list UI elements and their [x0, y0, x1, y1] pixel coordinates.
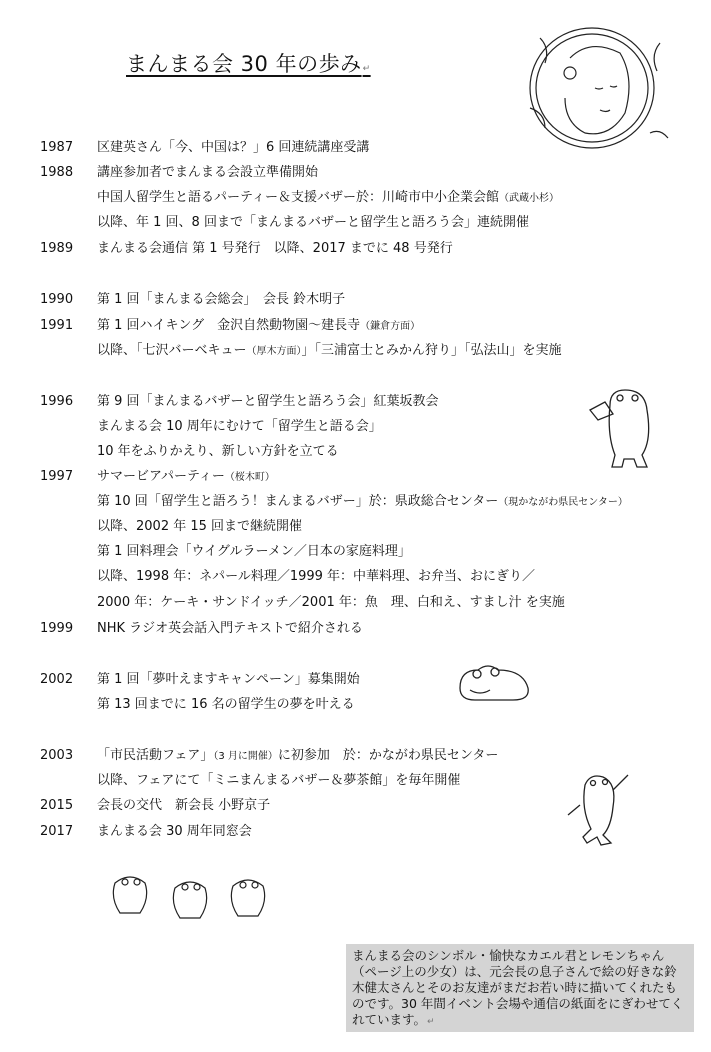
entry-note: （現かながわ県民センター）: [498, 497, 628, 508]
timeline-year: 1997: [40, 469, 74, 484]
timeline-entry: [97, 621, 363, 637]
timeline-entry: [97, 519, 302, 535]
symbol-note-box: まんまる会のシンボル・愉快なカエル君とレモンちゃん（ページ上の少女）は、元会長の息子さんで絵の好きな鈴木健太さんとそのお友達がまだお若い時に描いてくれたものです。30 年間イベント会場や通信の紙面をにぎわせてくれています。↵: [346, 944, 694, 1032]
timeline-year: 2002: [40, 672, 74, 687]
lemon-girl-illustration: [510, 18, 680, 158]
entry-text: 会長の交代 新会長 小野京子: [97, 798, 271, 813]
entry-note: （厚木方面）: [246, 346, 302, 357]
three-frogs-illustration: [105, 868, 275, 923]
entry-text: サマービアパーティー: [97, 469, 225, 484]
entry-note: （武蔵小杉）: [498, 193, 559, 204]
timeline-entry: [97, 544, 411, 560]
frog-lying-illustration: [455, 660, 535, 705]
timeline-entry: [97, 140, 369, 156]
entry-note: （桜木町）: [224, 472, 275, 483]
entry-text-cont: に初参加 於：かながわ県民センター: [277, 748, 499, 763]
timeline-entry: [97, 318, 420, 335]
entry-text: 以降、フェアにて「ミニまんまるバザー＆夢茶館」を毎年開催: [97, 773, 461, 788]
timeline-entry: [97, 569, 535, 585]
entry-text: 区建英さん「今、中国は？」6 回連続講座受講: [97, 140, 370, 155]
timeline-entry: [97, 292, 345, 308]
entry-text-cont: 」「三浦富士とみかん狩り」「弘法山」を実施: [301, 343, 562, 358]
timeline-entry: [97, 419, 382, 435]
entry-text: 第 9 回「まんまるバザーと留学生と語ろう会」紅葉坂教会: [97, 394, 439, 409]
timeline-year: 1988: [40, 165, 74, 180]
timeline-year: 2015: [40, 798, 74, 813]
entry-text: 以降、年 1 回、8 回まで「まんまるバザーと留学生と語ろう会」連続開催: [97, 215, 529, 230]
timeline-entry: [97, 165, 318, 181]
entry-text: まんまる会 10 周年にむけて「留学生と語る会」: [97, 419, 382, 434]
timeline-entry: [97, 595, 565, 611]
timeline-entry: [97, 697, 355, 713]
timeline-entry: [97, 672, 360, 688]
timeline-entry: [97, 494, 628, 511]
timeline-year: 1999: [40, 621, 74, 636]
entry-text: 10 年をふりかえり、新しい方針を立てる: [97, 444, 339, 459]
frog-reading-illustration: [585, 380, 665, 470]
entry-text: まんまる会 30 周年同窓会: [97, 824, 252, 839]
timeline-entry: [97, 215, 529, 231]
entry-text: NHK ラジオ英会話入門テキストで紹介される: [97, 621, 363, 636]
timeline-entry: [97, 469, 275, 486]
timeline-entry: [97, 394, 439, 410]
timeline-year: 1989: [40, 241, 74, 256]
entry-text: 第 1 回「夢叶えますキャンペーン」募集開始: [97, 672, 360, 687]
page-title: まんまる会 30 年の歩み↵: [126, 52, 371, 76]
entry-note: （鎌倉方面）: [360, 321, 421, 332]
timeline-year: 1987: [40, 140, 74, 155]
timeline-year: 2003: [40, 748, 74, 763]
entry-text: 第 1 回料理会「ウイグルラーメン／日本の家庭料理」: [97, 544, 411, 559]
entry-text: 2000 年：ケーキ・サンドイッチ／2001 年：魚 理、白和え、すまし汁 を実施: [97, 595, 565, 610]
timeline-year: 1996: [40, 394, 74, 409]
entry-text: 「市民活動フェア」: [97, 748, 214, 763]
timeline-year: 1991: [40, 318, 74, 333]
entry-note: （3 月に開催）: [213, 751, 278, 762]
timeline-entry: [97, 343, 562, 360]
timeline-year: 1990: [40, 292, 74, 307]
entry-text: 第 1 回「まんまる会総会」 会長 鈴木明子: [97, 292, 346, 307]
entry-text: 以降、1998 年：ネパール料理／1999 年：中華料理、お弁当、おにぎり／: [97, 569, 536, 584]
entry-text: 以降、2002 年 15 回まで継続開催: [97, 519, 303, 534]
timeline-entry: [97, 444, 339, 460]
frog-dancing-illustration: [565, 765, 635, 855]
timeline-entry: [97, 241, 453, 257]
timeline-year: 2017: [40, 824, 74, 839]
timeline-entry: [97, 824, 252, 840]
entry-text: 以降、「七沢バーベキュー: [97, 343, 247, 358]
timeline-entry: [97, 798, 270, 814]
entry-text: 第 13 回までに 16 名の留学生の夢を叶える: [97, 697, 355, 712]
entry-text: 講座参加者でまんまる会設立準備開始: [97, 165, 319, 180]
timeline-entry: [97, 773, 460, 789]
entry-text: 第 10 回「留学生と語ろう！まんまるバザー」於：県政総合センター: [97, 494, 499, 509]
timeline-entry: [97, 748, 498, 765]
entry-text: まんまる会通信 第 1 号発行 以降、2017 までに 48 号発行: [97, 241, 453, 256]
entry-text: 中国人留学生と語るパーティー＆支援バザー於：川崎市中小企業会館: [97, 190, 499, 205]
entry-text: 第 1 回ハイキング 金沢自然動物園～建長寺: [97, 318, 361, 333]
timeline-entry: [97, 190, 559, 207]
